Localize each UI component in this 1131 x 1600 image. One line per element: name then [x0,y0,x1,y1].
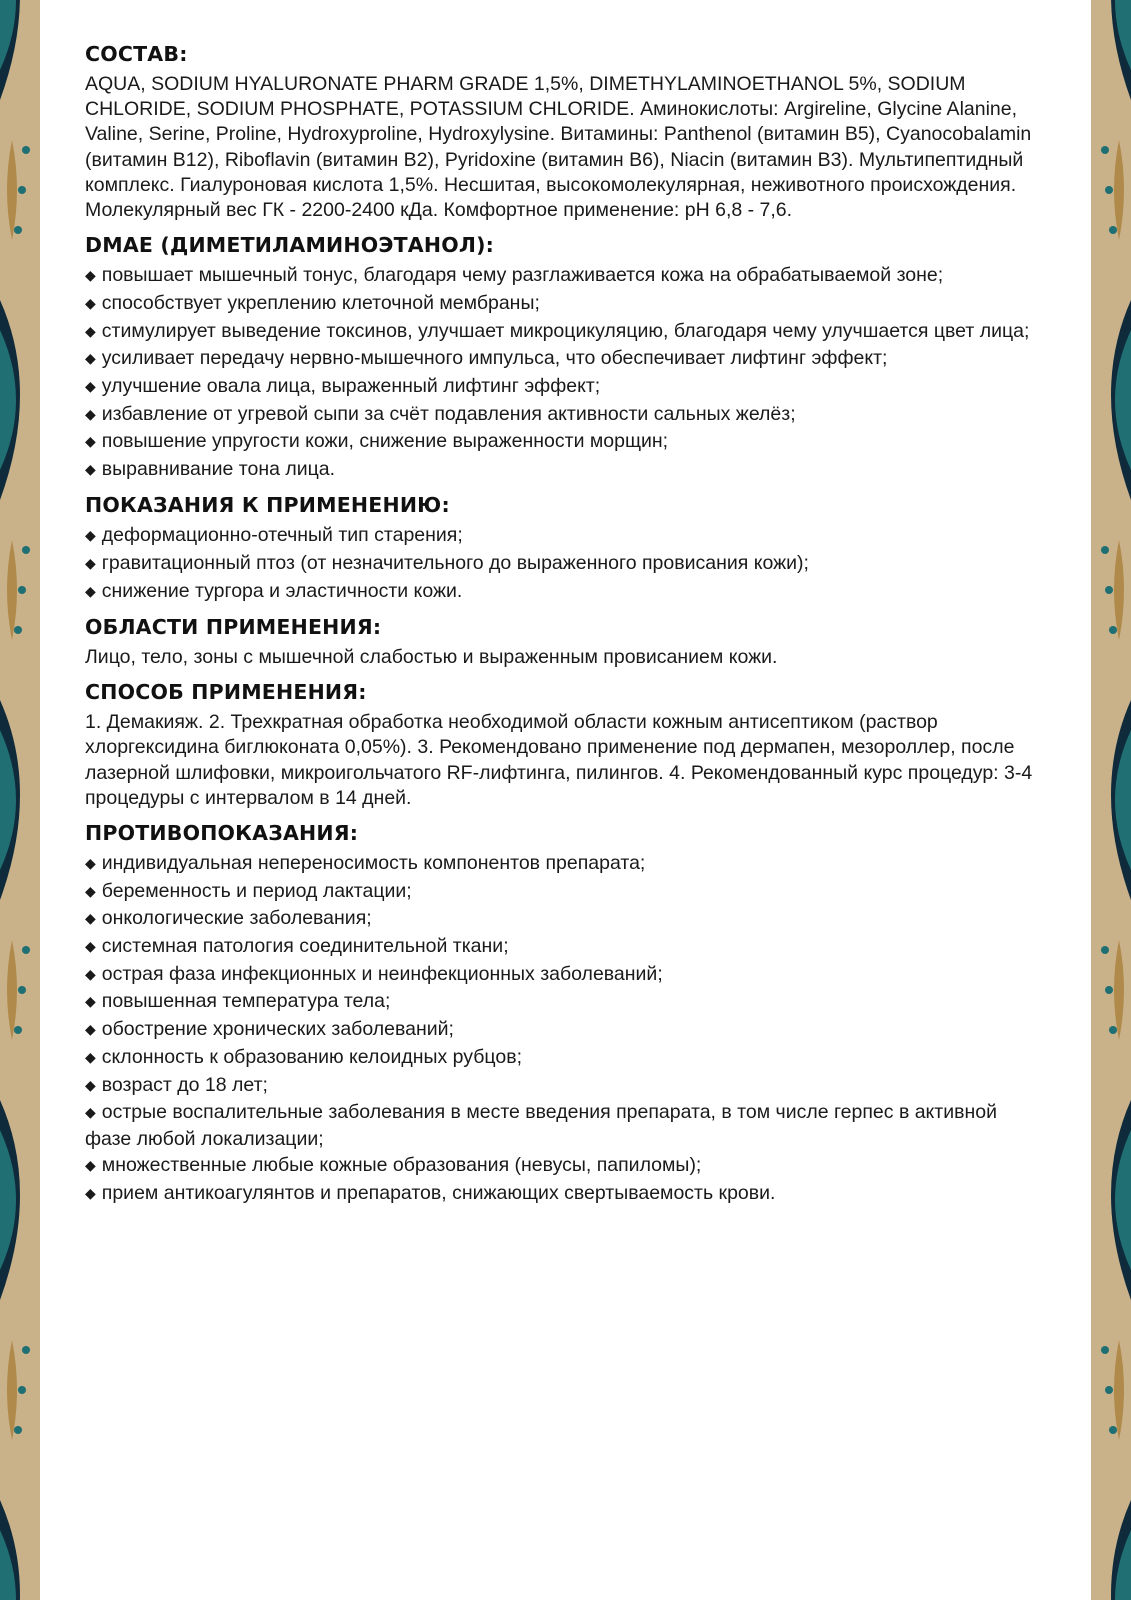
document-content [85,40,1045,1215]
list-item-text: склонность к образованию келоидных рубцов; [101,1045,523,1068]
list-item-text: повышение упругости кожи, снижение выраженности морщин; [101,430,669,453]
diamond-bullet-icon: ◆ [85,993,96,1010]
list-item [85,1153,1045,1179]
heading-contraindications: ПРОТИВОПОКАЗАНИЯ: [85,820,359,845]
list-item [85,934,1045,960]
list-item-text: выравнивание тона лица. [101,458,336,481]
section-dmae [85,231,1045,483]
diamond-bullet-icon: ◆ [85,405,96,422]
list-item-text: обострение хронических заболеваний; [101,1018,454,1041]
heading-dmae: DMAE (ДИМЕТИЛАМИНОЭТАНОЛ): [85,233,495,258]
list-item [85,523,1045,549]
list-item-text: избавление от угревой сыпи за счёт подавления активности сальных желёз; [101,402,796,425]
diamond-bullet-icon: ◆ [85,527,96,544]
list-item [85,851,1045,877]
list-item-text: индивидуальная непереносимость компонентов препарата; [101,851,646,874]
list-item [85,879,1045,905]
left-ornament-border [0,0,40,1600]
section-composition [85,40,1045,223]
list-item-text: повышенная температура тела; [101,990,391,1013]
list-item [85,1045,1045,1071]
diamond-bullet-icon: ◆ [85,267,96,284]
section-indications [85,491,1045,605]
dmae-list [85,263,1045,483]
list-item-text: онкологические заболевания; [101,907,372,930]
list-item [85,579,1045,605]
diamond-bullet-icon: ◆ [85,1048,96,1065]
diamond-bullet-icon: ◆ [85,1184,96,1201]
diamond-bullet-icon: ◆ [85,555,96,572]
list-item [85,457,1045,483]
diamond-bullet-icon: ◆ [85,910,96,927]
ornament-pattern-left [0,0,40,1600]
section-contraindications [85,819,1045,1207]
list-item-text: повышает мышечный тонус, благодаря чему разглаживается кожа на обрабатываемой зоне; [101,264,944,287]
diamond-bullet-icon: ◆ [85,350,96,367]
list-item [85,962,1045,988]
list-item [85,1073,1045,1099]
list-item-text: системная патология соединительной ткани; [101,935,509,958]
list-item [85,291,1045,317]
list-item [85,374,1045,400]
list-item [85,319,1045,345]
list-item-text: способствует укреплению клеточной мембраны; [101,291,540,314]
ornament-pattern-right [1091,0,1131,1600]
list-item-text: снижение тургора и эластичности кожи. [101,579,463,602]
list-item [85,989,1045,1015]
list-item [85,1181,1045,1207]
right-ornament-border [1091,0,1131,1600]
diamond-bullet-icon: ◆ [85,378,96,395]
list-item [85,1100,1045,1151]
diamond-bullet-icon: ◆ [85,1157,96,1174]
diamond-bullet-icon: ◆ [85,294,96,311]
list-item-text: множественные любые кожные образования (невусы, папиломы); [101,1154,702,1177]
diamond-bullet-icon: ◆ [85,965,96,982]
diamond-bullet-icon: ◆ [85,1076,96,1093]
section-areas [85,613,1045,670]
list-item [85,402,1045,428]
indications-list [85,523,1045,605]
composition-text: AQUA, SODIUM HYALURONATE PHARM GRADE 1,5%, DIMETHYLAMINOETHANOL 5%, SODIUM CHLORIDE, SODIUM PHOSPHATE, POTASSIUM CHLORIDE. Аминокислоты: Argireline, Glycine Alanine, Valine, Serine, Proline, Hydroxyproline, Hydroxylysine. Витамины: Panthenol (витамин В5), Cyanocobalamin (витамин В12), Riboflavin (витамин В2), Pyridoxine (витамин В6), Niacin (витамин В3). Мультипептидный комплекс. Гиалуроновая кислота 1,5%. Несшитая, высокомолекулярная, неживотного происхождения. Молекулярный вес ГК - 2200-2400 кДа. Комфортное применение: pH 6,8 - 7,6. [85,73,1032,222]
diamond-bullet-icon: ◆ [85,461,96,478]
list-item-text: прием антикоагулянтов и препаратов, снижающих свертываемость крови. [101,1181,776,1204]
diamond-bullet-icon: ◆ [85,582,96,599]
diamond-bullet-icon: ◆ [85,938,96,955]
list-item [85,906,1045,932]
diamond-bullet-icon: ◆ [85,1021,96,1038]
list-item-text: острые воспалительные заболевания в месте введения препарата, в том числе герпес в активной фазе любой локализации; [85,1101,998,1150]
diamond-bullet-icon: ◆ [85,1104,96,1121]
list-item-text: гравитационный птоз (от незначительного до выраженного провисания кожи); [101,552,809,575]
contraindications-list [85,851,1045,1207]
list-item [85,429,1045,455]
list-item-text: улучшение овала лица, выраженный лифтинг эффект; [101,375,601,398]
list-item [85,263,1045,289]
diamond-bullet-icon: ◆ [85,882,96,899]
heading-method: СПОСОБ ПРИМЕНЕНИЯ: [85,680,367,705]
list-item [85,1017,1045,1043]
areas-text: Лицо, тело, зоны с мышечной слабостью и выраженным провисанием кожи. [85,645,778,668]
heading-areas: ОБЛАСТИ ПРИМЕНЕНИЯ: [85,614,382,639]
method-text: 1. Демакияж. 2. Трехкратная обработка необходимой области кожным антисептиком (раствор хлоргексидина биглюконата 0,05%). 3. Рекомендовано применение под дермапен, мезороллер, после лазерной шлифовки, микроигольчатого RF-лифтинга, пилингов. 4. Рекомендованный курс процедур: 3-4 процедуры с интервалом в 14 дней. [85,711,1033,809]
section-method [85,678,1045,811]
list-item-text: острая фаза инфекционных и неинфекционных заболеваний; [101,962,663,985]
list-item-text: беременность и период лактации; [101,879,412,902]
list-item-text: деформационно-отечный тип старения; [101,524,463,547]
list-item-text: усиливает передачу нервно-мышечного импульса, что обеспечивает лифтинг эффект; [101,347,888,370]
heading-indications: ПОКАЗАНИЯ К ПРИМЕНЕНИЮ: [85,493,450,518]
list-item-text: стимулирует выведение токсинов, улучшает микроцикуляцию, благодаря чему улучшается цвет лица; [101,319,1030,342]
diamond-bullet-icon: ◆ [85,322,96,339]
list-item-text: возраст до 18 лет; [101,1073,268,1096]
heading-composition: СОСТАВ: [85,42,188,66]
diamond-bullet-icon: ◆ [85,433,96,450]
list-item [85,346,1045,372]
diamond-bullet-icon: ◆ [85,854,96,871]
list-item [85,551,1045,577]
